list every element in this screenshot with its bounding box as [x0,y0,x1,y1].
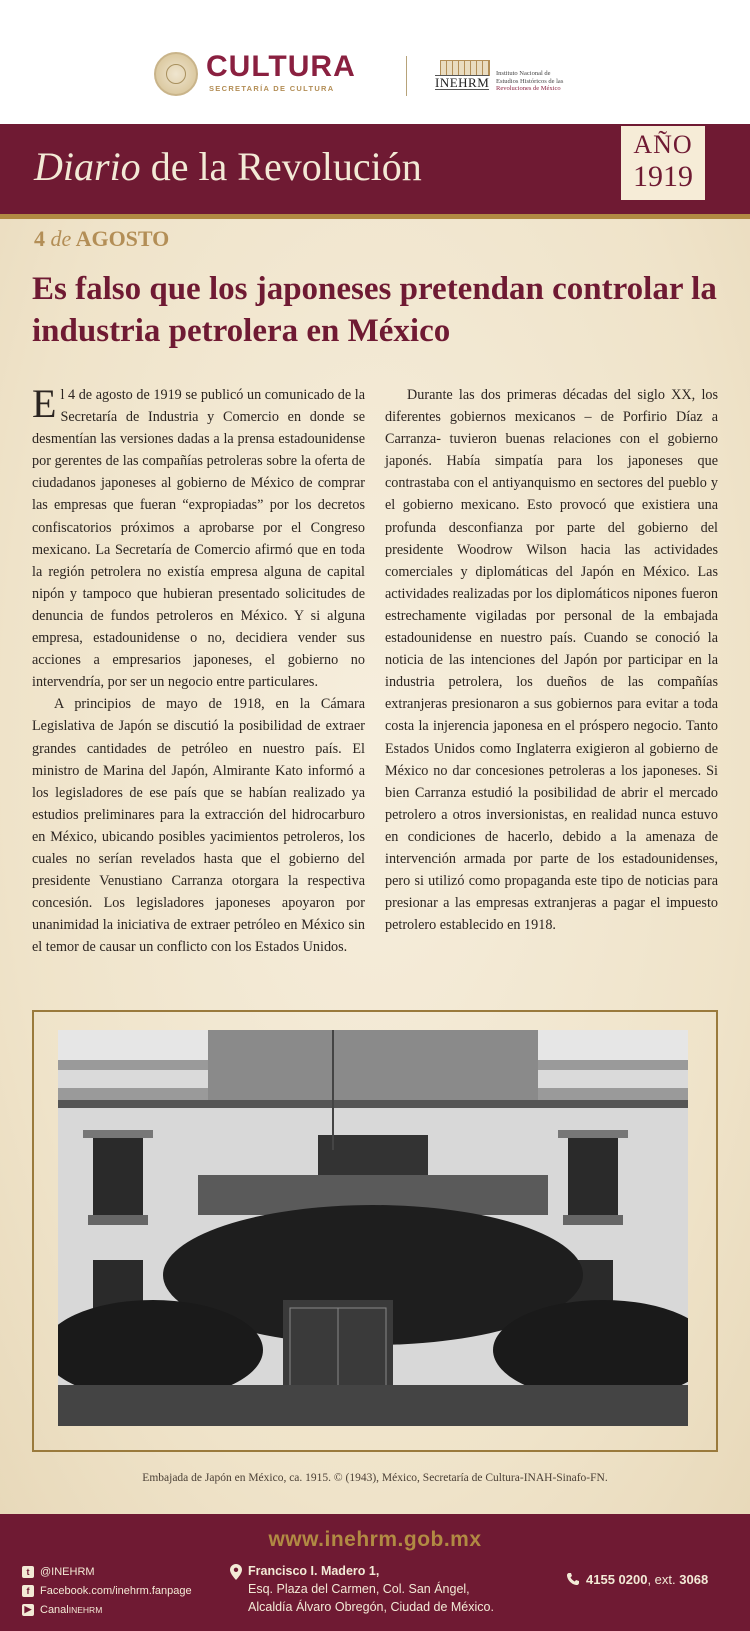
logo-divider [406,56,407,96]
embassy-photo [58,1030,688,1426]
social-links [22,1562,192,1619]
year-number: 1919 [633,160,693,193]
facebook-icon: f [22,1585,34,1597]
paragraph-1: El 4 de agosto de 1919 se publicó un comunicado de la Secretaría de Industria y Comercio en donde se desmentían las versiones dadas a la prensa estadounidense por gerentes de las compañías petroleras sobre la oferta de ciudadanos japoneses al gobierno de México de comprar las empresas que fueran “expropiadas” por los decretos confiscatorios próximos a aprobarse por el Congreso mexicano. La Secretaría de Comercio afirmó que en toda la región petrolera no existía empresa alguna de capital nipón y tampoco que hubieran presentado solicitudes de denuncia de fundos petroleros en México. Y si alguna empresa, estadounidense o no, decidiera vender sus acciones a empresarios japoneses, el gobierno no intervendría, por ser un negocio entre particulares. [32,381,365,691]
year-badge [621,126,705,200]
photo-caption: Embajada de Japón en México, ca. 1915. © (1943), México, Secretaría de Cultura-INAH-Sinafo-FN. [142,1472,608,1484]
cultura-subtitle: SECRETARÍA DE CULTURA [209,84,335,93]
phone-number[interactable]: 4155 0200, ext. 3068 [566,1572,708,1587]
inehrm-full-name: Instituto Nacional de Estudios Históricos de las Revoluciones de México [496,70,564,92]
youtube-link[interactable]: ▶ Canal INEHRM [22,1600,192,1619]
youtube-icon: ▶ [22,1604,34,1616]
paragraph-3: Durante las dos primeras décadas del siglo XX, los diferentes gobiernos mexicanos – de Porfirio Díaz a Carranza- tuvieron buenas relaciones con el gobierno japonés. Había simpatía para los japoneses que contrastaba con el antiyanquismo en sectores del pueblo y el gobierno mexicano. Esto provocó que existiera una profunda desconfianza por parte del gobierno del presidente Woodrow Wilson hacia las actividades comerciales y diplomáticas del Japón en México. Las actividades realizadas por los diplomáticos nipones fueron estrechamente vigiladas por personal de la embajada estadounidense en nuestro país. Cuando se conoció la noticia de las intenciones del Japón por participar en la industria petrolera, los dueños de las compañías extranjeras presionaron a sus gobiernos para evitar a toda costa la injerencia japonesa en el próspero negocio. Tanto Estados Unidos como Inglaterra exigieron al gobierno de México no dar concesiones petroleras a los japoneses. Si bien Carranza estudió la posibilidad de abrir el mercado petrolero a otros inversionistas, en realidad nunca estuvo en condiciones de hacerlo, debido a la amenaza de intervención armada por parte de los estadounidenses, pero si utilizó como propaganda este tipo de noticias para presionar a las empresas extranjeras a pagar el impuesto petrolero establecido en 1918. [385,387,718,934]
article-headline: Es falso que los japoneses pretendan controlar la industria petrolera en México [32,271,717,349]
paragraph-2: A principios de mayo de 1918, en la Cámara Legislativa de Japón se discutió la posibilidad de extraer grandes cantidades de petróleo en nuestro país. El ministro de Marina del Japón, Almirante Kato informó a los legisladores de ese país que se habían realizado ya estudios preliminares para la extracción del hidrocarburo en México, ubicando posibles yacimientos petroleros, los cuales no serían revelados hasta que el gobierno del presidente Venustiano Carranza otorgara la respectiva concesión. Los legisladores japoneses apoyaron por unanimidad la iniciativa de extraer petróleo en México sin el temor de causar un conflicto con los Estados Unidos. [32,696,365,956]
article-column-right [385,384,718,936]
facebook-link[interactable]: f Facebook.com/inehrm.fanpage [22,1581,192,1600]
address: Francisco I. Madero 1, Esq. Plaza del Carmen, Col. San Ángel, Alcaldía Álvaro Obregón, Ciudad de México. [248,1562,494,1616]
logo-bar [0,0,750,124]
twitter-icon: t [22,1566,34,1578]
publication-title: Diario de la Revolución [34,144,422,189]
article-date: 4 de AGOSTO [34,226,170,251]
year-label: AÑO [633,130,693,159]
drop-cap: E [32,381,57,426]
phone-icon [566,1572,580,1586]
cultura-logo-text: CULTURA [206,50,356,83]
mexico-seal-icon [154,52,198,96]
inehrm-logo-text: INEHRM [435,75,490,90]
location-pin-icon [230,1564,242,1580]
article-column-left [32,381,365,958]
twitter-link[interactable]: t @INEHRM [22,1562,192,1581]
inehrm-building-icon [440,60,490,76]
website-link[interactable]: www.inehrm.gob.mx [268,1528,482,1551]
